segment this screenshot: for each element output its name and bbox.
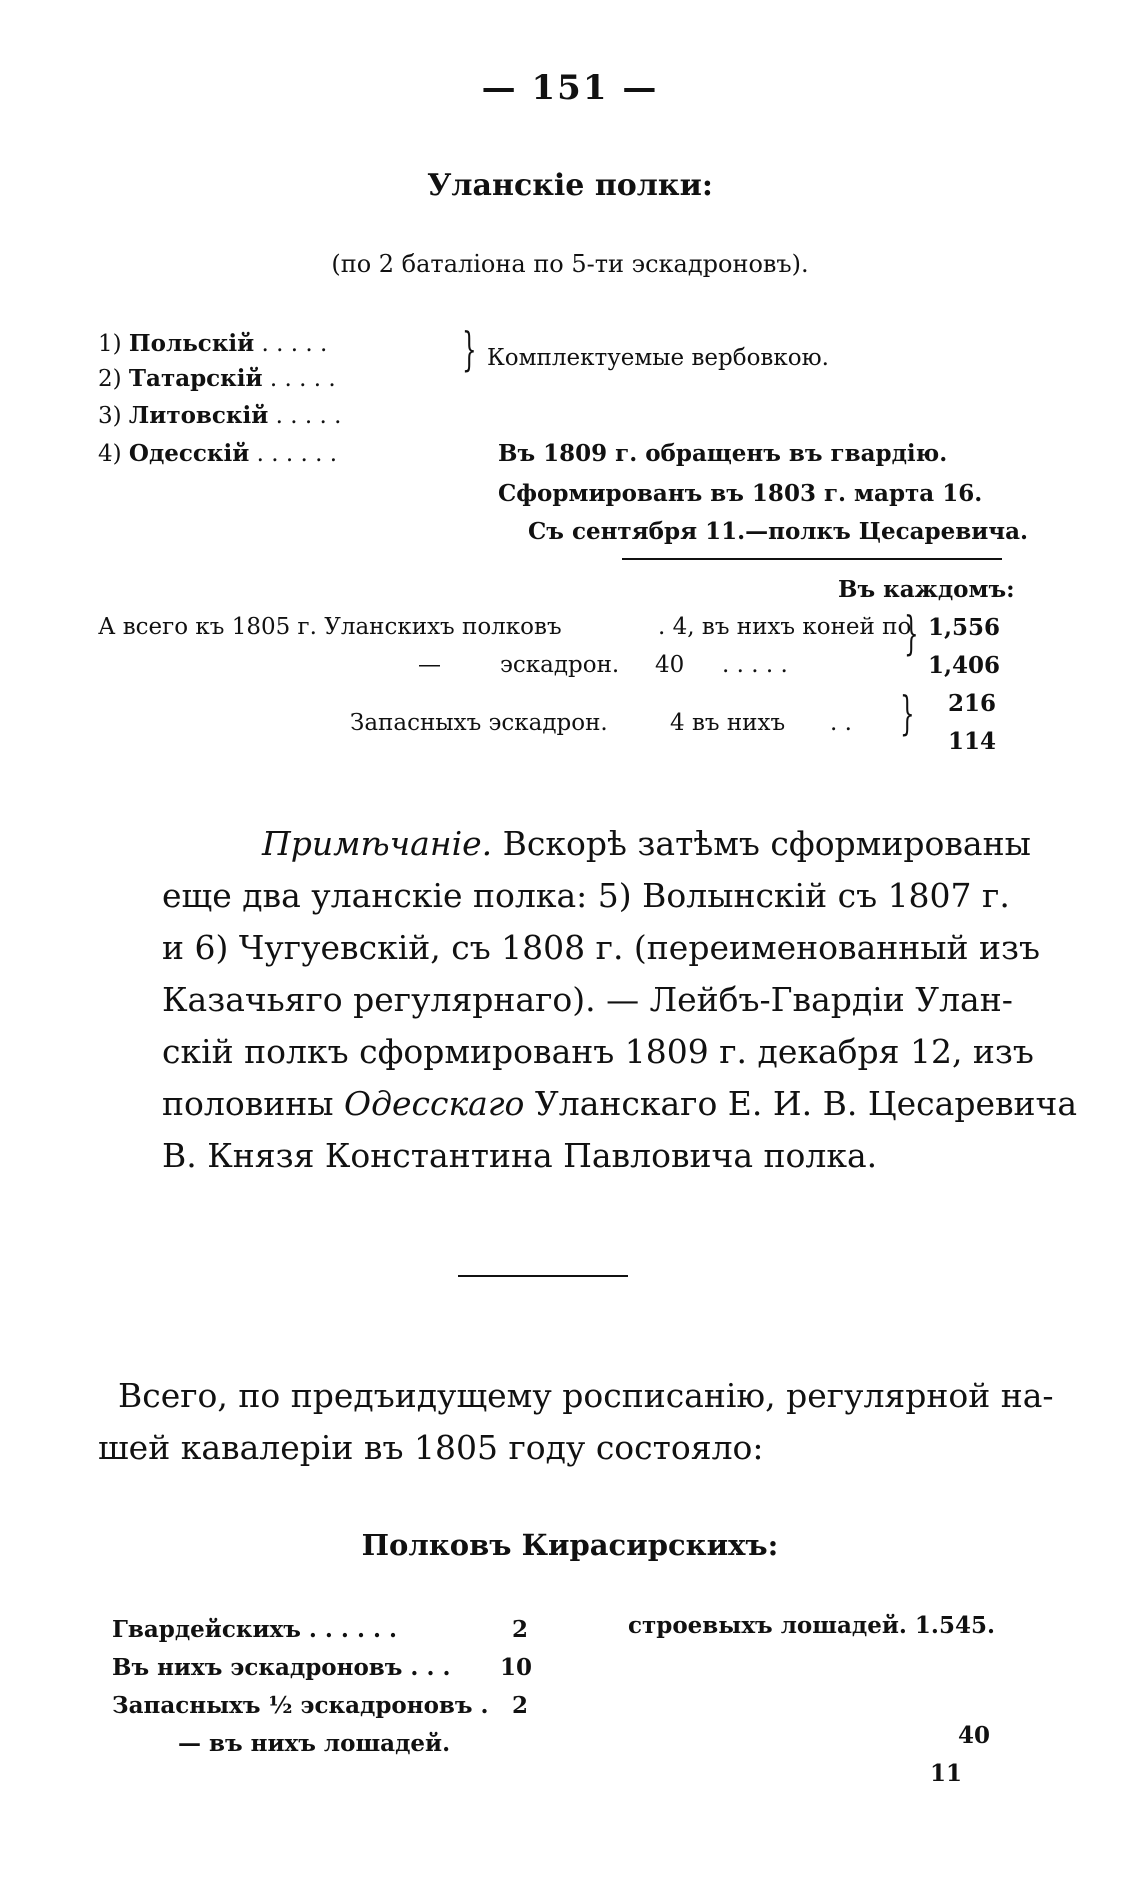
summary-row2-count: 40 bbox=[655, 652, 685, 678]
summary-row3-value-a: 216 bbox=[948, 690, 997, 717]
regiment-number: 1) bbox=[98, 331, 122, 357]
uhlan-title: Уланскіе полки: bbox=[427, 168, 713, 203]
note-line-3: Съ сентября 11.—полкъ Цесаревича. bbox=[528, 518, 1029, 545]
summary-row1-value: 1,556 bbox=[928, 614, 1001, 641]
regiment-number: 4) bbox=[98, 441, 122, 467]
brace-right: } bbox=[462, 322, 477, 376]
uhlan-subtitle: (по 2 баталіона по 5-ти эскадроновъ). bbox=[331, 250, 809, 278]
regiment-name: Татарскій bbox=[128, 365, 263, 392]
summary-row2-dots: . . . . . bbox=[722, 652, 788, 678]
divider-short bbox=[622, 558, 1002, 560]
note-line-1: Въ 1809 г. обращенъ въ гвардію. bbox=[498, 440, 948, 467]
regiment-dots: . . . . . bbox=[275, 403, 342, 429]
cuirassier-row-2-label: Въ нихъ эскадроновъ . . . bbox=[112, 1654, 451, 1681]
regiment-dots: . . . . . bbox=[269, 366, 336, 392]
regiment-dots: . . . . . . bbox=[256, 441, 338, 467]
summary-row3-count: 4 въ нихъ bbox=[670, 710, 786, 736]
note-paragraph-line-7: В. Князя Константина Павловича полка. bbox=[162, 1136, 878, 1175]
brace-summary: } bbox=[904, 606, 919, 660]
regiment-number: 3) bbox=[98, 403, 122, 429]
cuirassier-value-b: 11 bbox=[930, 1760, 963, 1787]
brace-reserve: } bbox=[900, 686, 915, 740]
total-line-2: шей кавалеріи въ 1805 году состояло: bbox=[98, 1428, 764, 1467]
summary-row3-value-b: 114 bbox=[948, 728, 997, 755]
regiment-name: Литовскій bbox=[128, 402, 269, 429]
regiment-4 bbox=[98, 440, 337, 467]
note-paragraph-line-4: Казачьяго регулярнаго). — Лейбъ-Гвардіи Улан- bbox=[162, 980, 1013, 1019]
regiment-dots: . . . . . bbox=[261, 331, 328, 357]
cuirassier-horses-note: строевыхъ лошадей. 1.545. bbox=[628, 1612, 995, 1639]
note-paragraph-line-3: и 6) Чугуевскій, съ 1808 г. (переименованный изъ bbox=[162, 928, 1041, 967]
summary-row3-label: Запасныхъ эскадрон. bbox=[350, 710, 608, 736]
note-line6-pre: половины bbox=[162, 1084, 345, 1123]
regiment-2 bbox=[98, 365, 336, 392]
regiment-number: 2) bbox=[98, 366, 122, 392]
summary-row2-value: 1,406 bbox=[928, 652, 1001, 679]
cuirassier-title: Полковъ Кирасирскихъ: bbox=[361, 1528, 779, 1562]
cuirassier-row-3-value: 2 bbox=[512, 1692, 529, 1719]
recruit-note: Комплектуемые вербовкою. bbox=[487, 345, 829, 371]
summary-row1-count: . 4, въ нихъ коней по bbox=[658, 614, 912, 640]
regiment-3 bbox=[98, 402, 341, 429]
cuirassier-value-a: 40 bbox=[958, 1722, 991, 1749]
note-paragraph-line-1 bbox=[262, 818, 1031, 870]
cuirassier-row-4-label: — въ нихъ лошадей. bbox=[178, 1730, 451, 1757]
regiment-1 bbox=[98, 330, 327, 357]
note-label: Примѣчаніе. bbox=[262, 824, 493, 863]
cuirassier-row-1-value: 2 bbox=[512, 1616, 529, 1643]
total-line-1: Всего, по предъидущему росписанію, регулярной на- bbox=[118, 1376, 1054, 1415]
cuirassier-row-2-value: 10 bbox=[500, 1654, 533, 1681]
note-paragraph-line-5: скій полкъ сформированъ 1809 г. декабря 12, изъ bbox=[162, 1032, 1034, 1071]
summary-row2-dash: — bbox=[418, 652, 441, 678]
each-header: Въ каждомъ: bbox=[838, 576, 1015, 603]
page-number: — 151 — bbox=[481, 68, 659, 108]
note-line-2: Сформированъ въ 1803 г. марта 16. bbox=[498, 480, 983, 507]
note-paragraph-line-2: еще два уланскіе полка: 5) Волынскій съ 1807 г. bbox=[162, 876, 1010, 915]
cuirassier-row-3-label: Запасныхъ ½ эскадроновъ . bbox=[112, 1692, 489, 1719]
cuirassier-row-1-label: Гвардейскихъ . . . . . . bbox=[112, 1616, 397, 1643]
summary-row2-label: эскадрон. bbox=[500, 652, 620, 678]
summary-row1-label: А всего къ 1805 г. Уланскихъ полковъ bbox=[98, 614, 562, 640]
regiment-name: Одесскій bbox=[128, 440, 250, 467]
note-line6-italic: Одесскаго bbox=[344, 1084, 525, 1123]
summary-row3-dots: . . bbox=[830, 710, 852, 736]
note-paragraph-line-6 bbox=[162, 1078, 1077, 1130]
note-text: Вскорѣ затѣмъ сформированы bbox=[502, 824, 1031, 863]
section-divider bbox=[458, 1275, 628, 1277]
note-line6-post: Уланскаго Е. И. В. Цесаревича bbox=[524, 1084, 1078, 1123]
regiment-name: Польскій bbox=[128, 330, 255, 357]
